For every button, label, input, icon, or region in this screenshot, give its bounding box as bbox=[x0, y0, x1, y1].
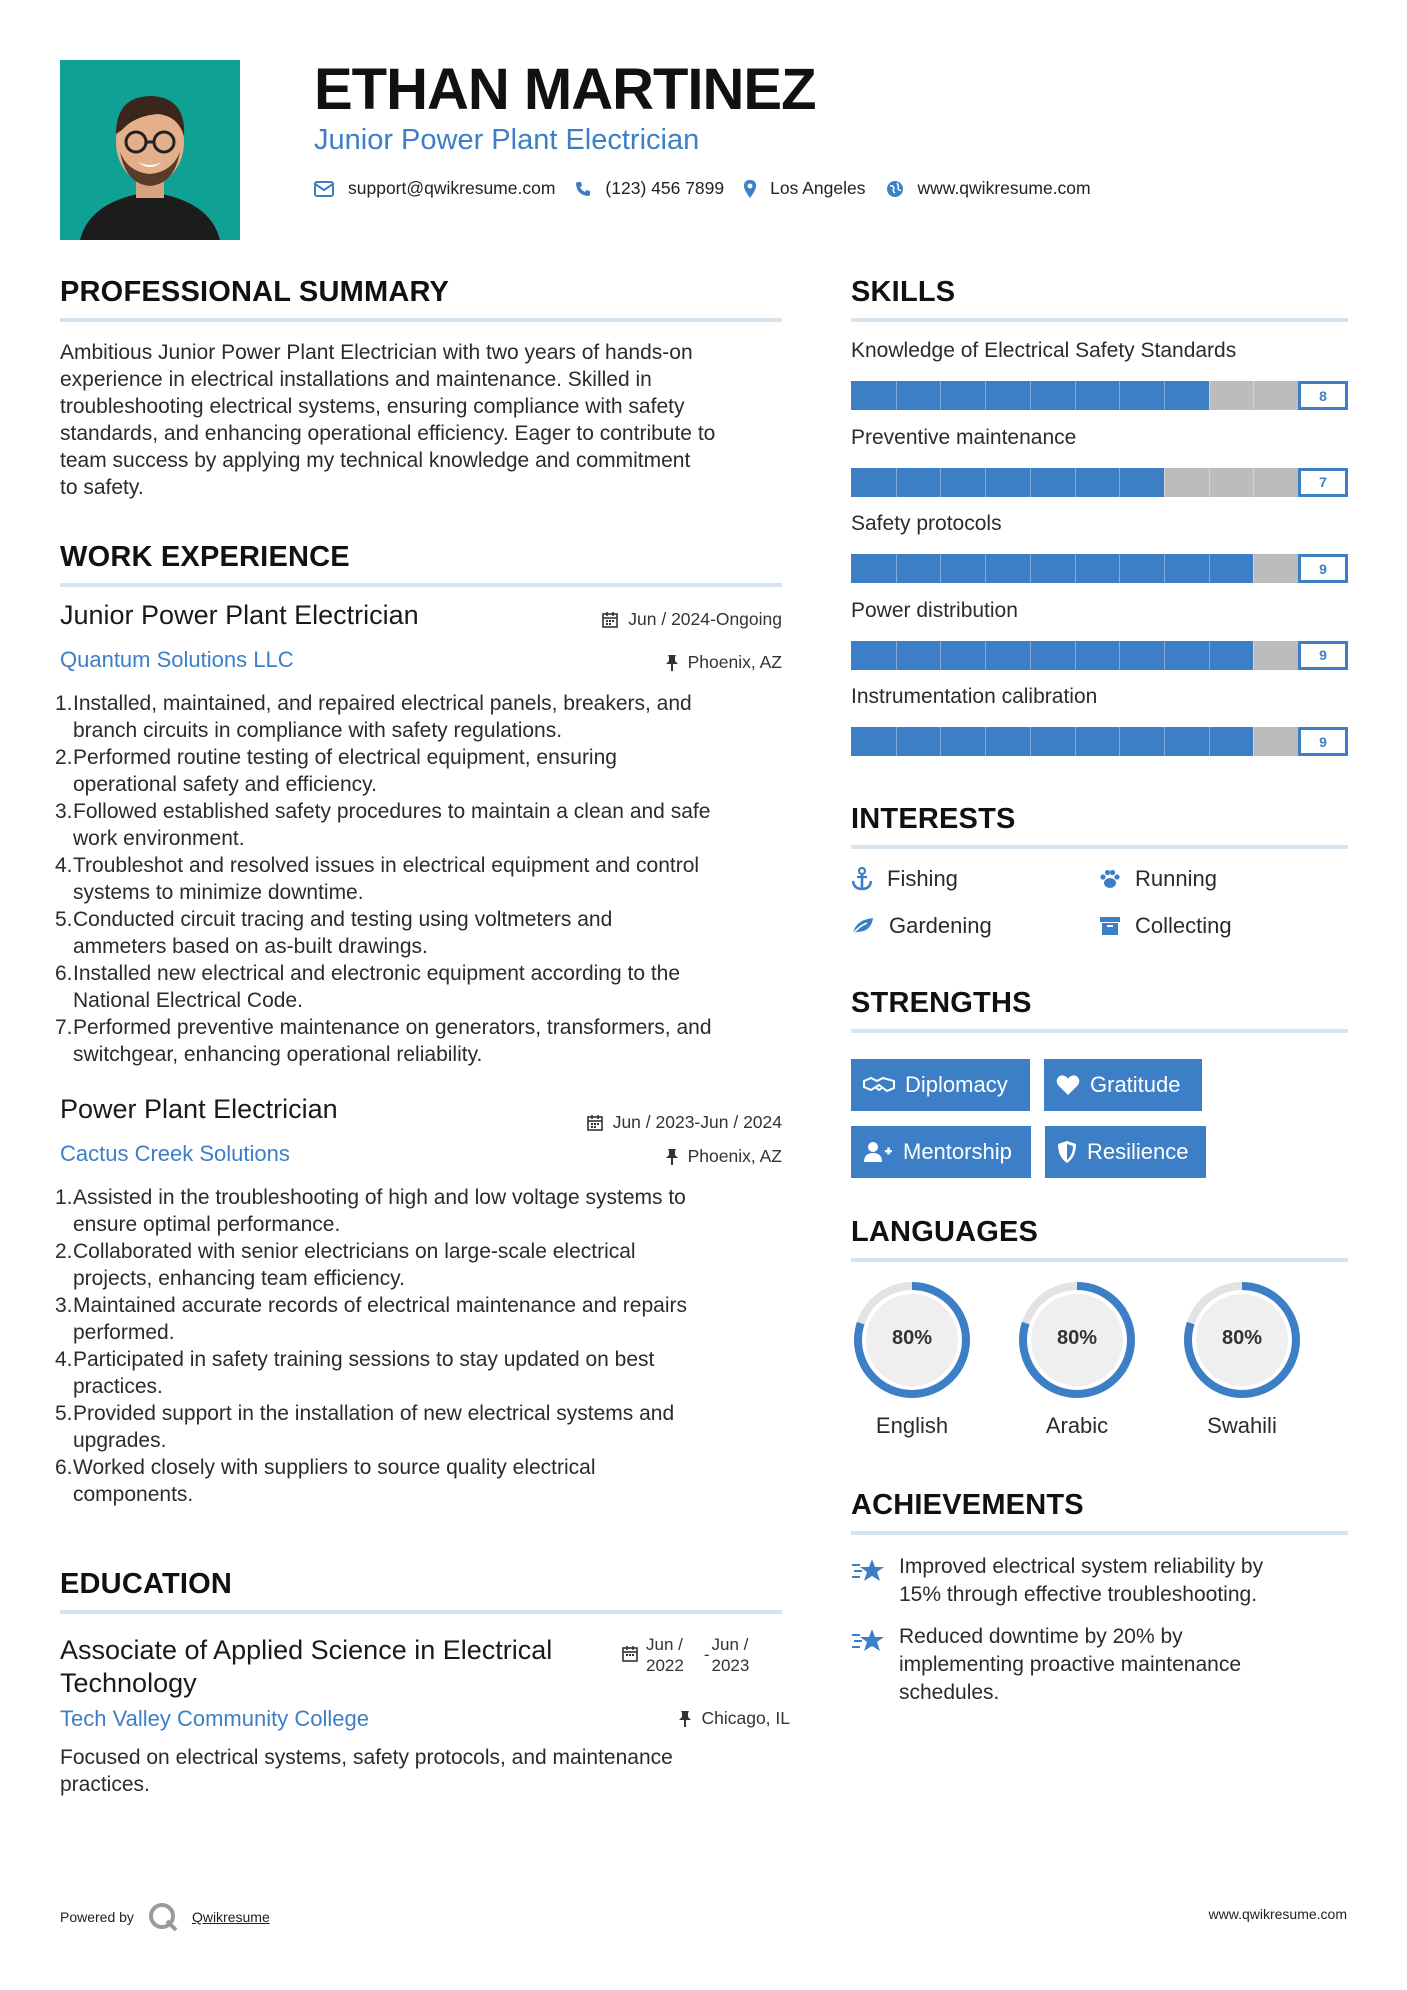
skill-label: Power distribution bbox=[851, 598, 1018, 622]
job-dates-text: Jun / 2023-Jun / 2024 bbox=[612, 1112, 782, 1132]
achievement-item bbox=[851, 1553, 1351, 1609]
anchor-icon bbox=[851, 867, 873, 891]
interest-label: Running bbox=[1135, 866, 1217, 891]
skill-bar-fill bbox=[851, 554, 1253, 583]
skills-rule bbox=[851, 318, 1348, 322]
skill-bar-tick bbox=[1119, 468, 1120, 497]
strength-label: Diplomacy bbox=[905, 1072, 1008, 1097]
education-start: Jun / 2022 bbox=[646, 1635, 684, 1675]
list-item: 6. Worked closely with suppliers to source quality electrical components. bbox=[55, 1456, 596, 1506]
list-item: 3. Followed established safety procedures to maintain a clean and safe work environment. bbox=[55, 800, 711, 850]
candidate-title: Junior Power Plant Electrician bbox=[314, 124, 700, 156]
profile-photo bbox=[60, 60, 240, 240]
skill-bar-tick bbox=[896, 381, 897, 410]
job-location bbox=[666, 652, 782, 673]
language-percent: 80% bbox=[891, 1327, 933, 1349]
skill-bar-tick bbox=[940, 381, 941, 410]
skill-bar-tick bbox=[1075, 468, 1076, 497]
heart-icon bbox=[1056, 1074, 1080, 1096]
skill-bar-tick bbox=[1164, 381, 1165, 410]
degree-line: Associate of Applied Science in Electrical bbox=[60, 1635, 553, 1665]
skills-heading: SKILLS bbox=[851, 276, 956, 308]
contact-website[interactable] bbox=[886, 178, 1091, 199]
summary-heading: PROFESSIONAL SUMMARY bbox=[60, 276, 450, 308]
job-dates bbox=[602, 609, 782, 630]
job-dates bbox=[587, 1112, 782, 1133]
skill-bar-tick bbox=[1030, 554, 1031, 583]
skill-bar-tick bbox=[1253, 554, 1254, 583]
paw-icon bbox=[1099, 868, 1121, 890]
interest-item bbox=[1099, 913, 1232, 939]
date-dash: - bbox=[703, 1645, 710, 1664]
education-rule bbox=[60, 1610, 782, 1614]
phone-icon bbox=[575, 181, 591, 197]
skill-label: Knowledge of Electrical Safety Standards bbox=[851, 339, 1237, 362]
qwikresume-logo-icon bbox=[148, 1902, 180, 1932]
skill-bar-tick bbox=[985, 641, 986, 670]
footer-powered bbox=[60, 1902, 270, 1932]
skill-bar bbox=[851, 554, 1348, 583]
skill-bar-tick bbox=[1075, 727, 1076, 756]
list-item: 2. Performed routine testing of electrical equipment, ensuring operational safety and efficiency. bbox=[55, 746, 617, 796]
achievement-item bbox=[851, 1623, 1351, 1707]
education-location bbox=[679, 1708, 790, 1729]
job-dates-text: Jun / 2024-Ongoing bbox=[628, 609, 782, 629]
skill-bar-tick bbox=[896, 554, 897, 583]
leaf-icon bbox=[851, 916, 875, 936]
candidate-name: ETHAN MARTINEZ bbox=[314, 57, 816, 122]
pushpin-icon bbox=[679, 1711, 691, 1727]
interests-rule bbox=[851, 845, 1348, 849]
skill-bar-tick bbox=[1030, 727, 1031, 756]
skill-bar-tick bbox=[985, 381, 986, 410]
strengths-rule bbox=[851, 1029, 1348, 1033]
pushpin-icon bbox=[666, 655, 678, 671]
skill-bar-fill bbox=[851, 468, 1164, 497]
skill-bar bbox=[851, 641, 1348, 670]
skill-bar-tick bbox=[1119, 727, 1120, 756]
skill-bar-tick bbox=[896, 727, 897, 756]
education-dates bbox=[622, 1634, 749, 1676]
footer-website[interactable]: www.qwikresume.com bbox=[1208, 1906, 1347, 1922]
phone-text: (123) 456 7899 bbox=[605, 178, 725, 198]
skill-bar-tick bbox=[896, 641, 897, 670]
skill-bar-tick bbox=[940, 727, 941, 756]
achievement-text: Improved electrical system reliability by 15% through effective troubleshooting. bbox=[899, 1555, 1264, 1606]
strength-badge bbox=[1044, 1059, 1202, 1111]
list-item: 4. Troubleshot and resolved issues in electrical equipment and control systems to minimize downtime. bbox=[55, 854, 700, 904]
footer-brand-link[interactable]: Qwikresume bbox=[191, 1909, 270, 1925]
strength-label: Resilience bbox=[1087, 1139, 1189, 1164]
skill-level-badge: 9 bbox=[1298, 727, 1348, 756]
skill-bar-fill bbox=[851, 641, 1253, 670]
star-icon bbox=[851, 1627, 885, 1655]
job-company: Quantum Solutions LLC bbox=[60, 647, 294, 672]
calendar-icon bbox=[587, 1115, 603, 1131]
education-desc bbox=[60, 1744, 790, 1798]
list-item: 5. Provided support in the installation of new electrical systems and upgrades. bbox=[55, 1402, 675, 1452]
skill-bar-tick bbox=[1253, 641, 1254, 670]
education-location-text: Chicago, IL bbox=[701, 1708, 790, 1728]
list-item: 1. Assisted in the troubleshooting of high and low voltage systems to ensure optimal performance. bbox=[55, 1186, 686, 1236]
skill-bar-tick bbox=[1253, 381, 1254, 410]
list-item: 3. Maintained accurate records of electrical maintenance and repairs performed. bbox=[55, 1294, 687, 1344]
archive-icon bbox=[1099, 916, 1121, 936]
envelope-icon bbox=[314, 181, 334, 197]
achievements-rule bbox=[851, 1531, 1348, 1535]
skill-bar-tick bbox=[1209, 641, 1210, 670]
skill-bar-tick bbox=[1119, 641, 1120, 670]
language-percent: 80% bbox=[1056, 1327, 1098, 1349]
work-heading: WORK EXPERIENCE bbox=[60, 541, 350, 573]
interest-item bbox=[1099, 866, 1217, 892]
degree-line: Technology bbox=[60, 1668, 197, 1698]
strength-badge bbox=[851, 1126, 1031, 1178]
list-item: 6. Installed new electrical and electronic equipment according to the National Electrical Code. bbox=[55, 962, 681, 1012]
skill-bar-fill bbox=[851, 727, 1253, 756]
achievement-text: Reduced downtime by 20% by implementing proactive maintenance schedules. bbox=[899, 1625, 1242, 1704]
summary-line: Ambitious Junior Power Plant Electrician with two years of hands-on bbox=[60, 341, 693, 364]
skill-level-badge: 9 bbox=[1298, 641, 1348, 670]
user-plus-icon bbox=[863, 1141, 893, 1163]
skill-bar-tick bbox=[1164, 468, 1165, 497]
pushpin-icon bbox=[666, 1149, 678, 1165]
skill-bar-tick bbox=[896, 468, 897, 497]
languages-heading: LANGUAGES bbox=[851, 1216, 1039, 1248]
summary-line: to safety. bbox=[60, 476, 144, 499]
job-title: Junior Power Plant Electrician bbox=[60, 600, 419, 630]
calendar-icon bbox=[622, 1646, 638, 1662]
skill-bar-tick bbox=[940, 554, 941, 583]
job-bullets bbox=[55, 690, 795, 1068]
work-rule bbox=[60, 583, 782, 587]
interest-label: Fishing bbox=[887, 866, 958, 891]
skill-bar-tick bbox=[1030, 468, 1031, 497]
education-desc-line: practices. bbox=[60, 1773, 150, 1796]
interest-label: Collecting bbox=[1135, 913, 1232, 938]
interest-item bbox=[851, 913, 992, 939]
job-title: Power Plant Electrician bbox=[60, 1094, 338, 1124]
language-percent: 80% bbox=[1221, 1327, 1263, 1349]
achievements-heading: ACHIEVEMENTS bbox=[851, 1489, 1084, 1521]
skill-bar-tick bbox=[1209, 381, 1210, 410]
strength-badge bbox=[1045, 1126, 1206, 1178]
skill-bar-tick bbox=[985, 468, 986, 497]
skill-bar-tick bbox=[1030, 381, 1031, 410]
map-pin-icon bbox=[744, 180, 756, 198]
job-bullets bbox=[55, 1184, 795, 1508]
list-item: 5. Conducted circuit tracing and testing using voltmeters and ammeters based on as-built drawings. bbox=[55, 908, 613, 958]
strengths-heading: STRENGTHS bbox=[851, 987, 1032, 1019]
contact-email[interactable] bbox=[314, 178, 555, 199]
interests-heading: INTERESTS bbox=[851, 803, 1016, 835]
skill-bar-tick bbox=[1209, 554, 1210, 583]
list-item: 7. Performed preventive maintenance on generators, transformers, and switchgear, enhancing operational reliability. bbox=[55, 1016, 712, 1066]
email-text: support@qwikresume.com bbox=[348, 178, 556, 198]
job-company: Cactus Creek Solutions bbox=[60, 1141, 290, 1166]
interest-label: Gardening bbox=[889, 913, 992, 938]
summary-text bbox=[60, 339, 790, 501]
summary-rule bbox=[60, 318, 782, 322]
job-location-text: Phoenix, AZ bbox=[687, 1146, 782, 1166]
skill-bar-tick bbox=[1119, 381, 1120, 410]
language-name: Arabic bbox=[1045, 1413, 1109, 1438]
summary-line: experience in electrical installations and maintenance. Skilled in bbox=[60, 368, 652, 391]
skill-bar-tick bbox=[1119, 554, 1120, 583]
list-item: 4. Participated in safety training sessions to stay updated on best practices. bbox=[55, 1348, 655, 1398]
degree-title bbox=[60, 1634, 552, 1700]
contact-bar bbox=[314, 178, 1111, 199]
website-text: www.qwikresume.com bbox=[917, 178, 1091, 198]
job-location-text: Phoenix, AZ bbox=[687, 652, 782, 672]
skill-bar-tick bbox=[1253, 727, 1254, 756]
list-item: 1. Installed, maintained, and repaired electrical panels, breakers, and branch circuits in compliance with safety regulations. bbox=[55, 692, 692, 742]
skill-bar bbox=[851, 381, 1348, 410]
skill-label: Preventive maintenance bbox=[851, 425, 1077, 449]
list-item: 2. Collaborated with senior electricians on large-scale electrical projects, enhancing team efficiency. bbox=[55, 1240, 636, 1290]
skill-bar-tick bbox=[1164, 727, 1165, 756]
powered-by-text: Powered by bbox=[60, 1909, 134, 1925]
summary-line: standards, and enhancing operational efficiency. Eager to contribute to bbox=[60, 422, 716, 445]
education-heading: EDUCATION bbox=[60, 1568, 233, 1600]
language-name: English bbox=[875, 1413, 949, 1438]
skill-level-badge: 9 bbox=[1298, 554, 1348, 583]
location-text: Los Angeles bbox=[770, 178, 866, 198]
skill-bar bbox=[851, 727, 1348, 756]
skill-level-badge: 7 bbox=[1298, 468, 1348, 497]
interest-item bbox=[851, 866, 958, 892]
education-end: Jun / 2023 bbox=[711, 1635, 750, 1675]
skill-bar-tick bbox=[985, 727, 986, 756]
strength-label: Mentorship bbox=[903, 1139, 1012, 1164]
skill-bar bbox=[851, 468, 1348, 497]
skill-bar-tick bbox=[1209, 727, 1210, 756]
language-name: Swahili bbox=[1207, 1413, 1277, 1438]
skill-bar-tick bbox=[985, 554, 986, 583]
strength-label: Gratitude bbox=[1090, 1072, 1181, 1097]
summary-line: team success by applying my technical knowledge and commitment bbox=[60, 449, 691, 472]
contact-phone[interactable] bbox=[575, 178, 724, 199]
skill-bar-tick bbox=[940, 468, 941, 497]
star-icon bbox=[851, 1557, 885, 1585]
skill-bar-tick bbox=[1075, 554, 1076, 583]
skill-bar-tick bbox=[1253, 468, 1254, 497]
contact-location bbox=[744, 178, 865, 199]
skill-bar-tick bbox=[1164, 554, 1165, 583]
skill-label: Safety protocols bbox=[851, 512, 1002, 535]
education-desc-line: Focused on electrical systems, safety protocols, and maintenance bbox=[60, 1746, 673, 1769]
skill-bar-tick bbox=[940, 641, 941, 670]
shield-icon bbox=[1057, 1140, 1077, 1164]
handshake-icon bbox=[863, 1075, 895, 1095]
skill-bar-tick bbox=[1164, 641, 1165, 670]
globe-icon bbox=[886, 180, 904, 198]
skill-bar-tick bbox=[1075, 381, 1076, 410]
languages-rule bbox=[851, 1258, 1348, 1262]
skill-bar-tick bbox=[1030, 641, 1031, 670]
skill-label: Instrumentation calibration bbox=[851, 685, 1098, 708]
school-name: Tech Valley Community College bbox=[60, 1706, 369, 1731]
calendar-icon bbox=[602, 612, 618, 628]
job-location bbox=[666, 1146, 782, 1167]
skill-level-badge: 8 bbox=[1298, 381, 1348, 410]
skill-bar-tick bbox=[1209, 468, 1210, 497]
skill-bar-tick bbox=[1075, 641, 1076, 670]
summary-line: troubleshooting electrical systems, ensuring compliance with safety bbox=[60, 395, 685, 418]
strength-badge bbox=[851, 1059, 1030, 1111]
